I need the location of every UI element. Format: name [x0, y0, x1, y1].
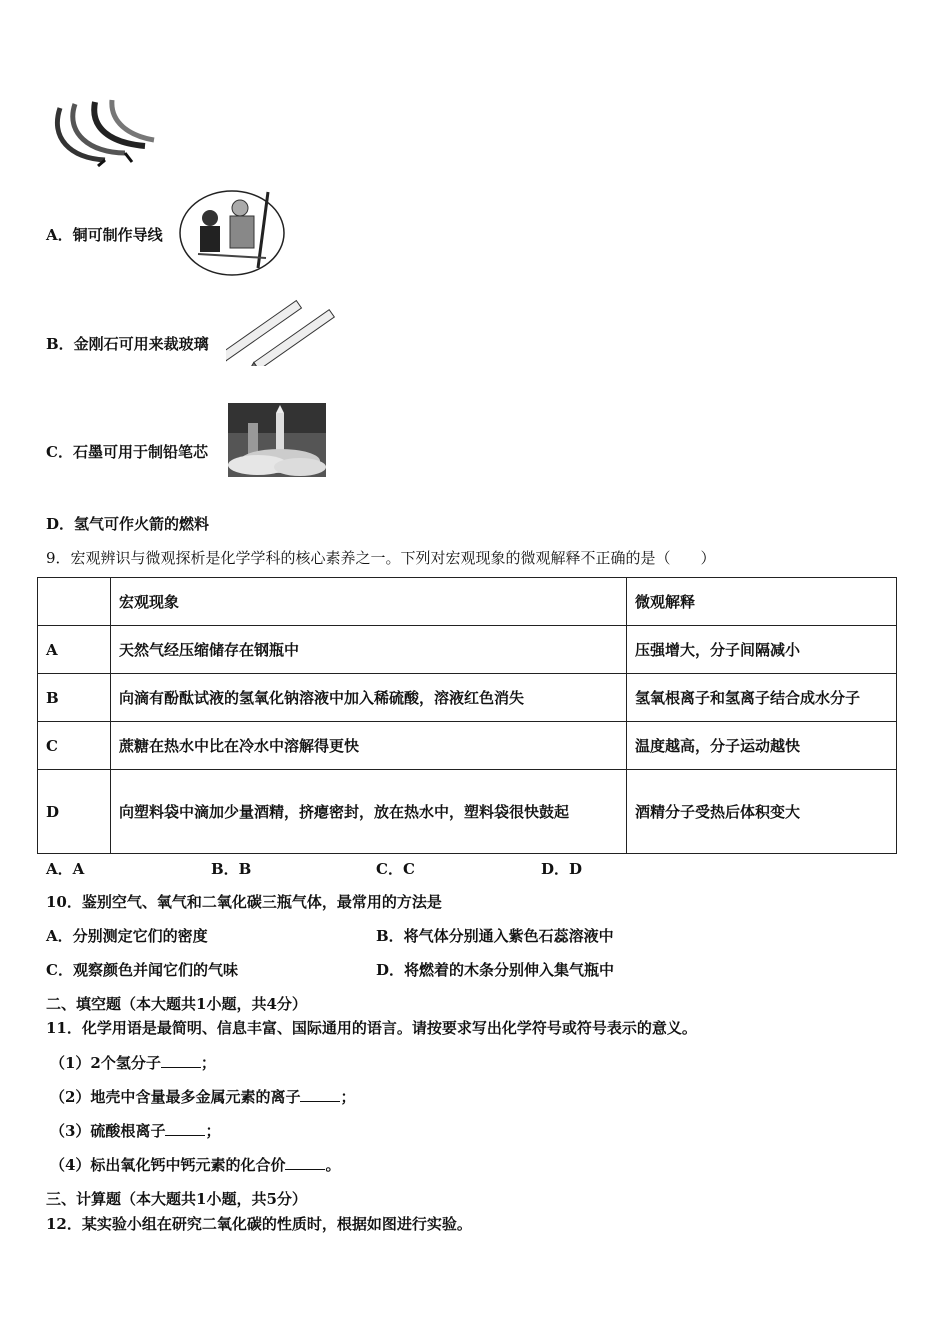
cables-icon: [50, 98, 160, 170]
row-phenomenon: 向塑料袋中滴加少量酒精，挤瘪密封，放在热水中，塑料袋很快鼓起: [111, 770, 627, 854]
answer-blank[interactable]: [300, 1087, 340, 1102]
q11-item-text: （3）硫酸根离子: [50, 1122, 166, 1140]
table-row: [38, 722, 897, 770]
q9-option-d[interactable]: D．D: [541, 860, 583, 878]
q12-stem: 12．某实验小组在研究二氧化碳的性质时，根据如图进行实验。: [46, 1215, 472, 1233]
q10-stem: 10．鉴别空气、氧气和二氧化碳三瓶气体，最常用的方法是: [46, 893, 442, 911]
answer-blank[interactable]: [161, 1053, 201, 1068]
table-header-phenomenon: 宏观现象: [111, 578, 627, 626]
row-explanation: 氢氧根离子和氢离子结合成水分子: [627, 674, 897, 722]
q9-option-c[interactable]: C．C: [376, 860, 415, 878]
section-3-heading: 三、计算题（本大题共1小题，共5分）: [46, 1190, 307, 1208]
q11-item-1: [50, 1052, 216, 1073]
q9-option-b[interactable]: B．B: [211, 860, 252, 878]
q9-option-a[interactable]: A．A: [46, 860, 85, 878]
q9-stem: 9．宏观辨识与微观探析是化学学科的核心素养之一。下列对宏观现象的微观解释不正确的是（ ）: [46, 549, 716, 567]
q11-item-2: [50, 1086, 355, 1107]
row-label: C: [38, 722, 111, 770]
row-label: D: [38, 770, 111, 854]
q11-item-end: 。: [325, 1156, 341, 1174]
q11-item-3: [50, 1120, 220, 1141]
q10-option-b[interactable]: B．将气体分别通入紫色石蕊溶液中: [376, 927, 614, 945]
row-phenomenon: 天然气经压缩储存在钢瓶中: [111, 626, 627, 674]
q8-option-d[interactable]: D．氢气可作火箭的燃料: [46, 515, 210, 533]
q8-option-a[interactable]: A．铜可制作导线: [46, 226, 163, 244]
row-label: B: [38, 674, 111, 722]
q11-item-end: ；: [340, 1088, 356, 1106]
row-explanation: 温度越高，分子运动越快: [627, 722, 897, 770]
q10-option-a[interactable]: A．分别测定它们的密度: [46, 927, 208, 945]
q8-option-b[interactable]: B．金刚石可用来裁玻璃: [46, 335, 209, 353]
table-header-row: [38, 578, 897, 626]
q11-item-4: [50, 1154, 340, 1175]
technicians-icon: [178, 188, 286, 278]
row-explanation: 酒精分子受热后体积变大: [627, 770, 897, 854]
row-phenomenon: 蔗糖在热水中比在冷水中溶解得更快: [111, 722, 627, 770]
q11-item-text: （1）2个氢分子: [50, 1054, 161, 1072]
section-2-heading: 二、填空题（本大题共1小题，共4分）: [46, 995, 307, 1013]
table-header-label: [38, 578, 111, 626]
rocket-icon: [228, 403, 326, 477]
table-row: [38, 770, 897, 854]
q8-option-c[interactable]: C．石墨可用于制铅笔芯: [46, 443, 208, 461]
q11-stem: 11．化学用语是最简明、信息丰富、国际通用的语言。请按要求写出化学符号或符号表示的意义。: [46, 1019, 697, 1037]
q11-item-text: （2）地壳中含量最多金属元素的离子: [50, 1088, 301, 1106]
row-explanation: 压强增大，分子间隔减小: [627, 626, 897, 674]
q11-item-text: （4）标出氧化钙中钙元素的化合价: [50, 1156, 286, 1174]
q11-item-end: ；: [200, 1054, 216, 1072]
answer-blank[interactable]: [165, 1121, 205, 1136]
q10-option-c[interactable]: C．观察颜色并闻它们的气味: [46, 961, 238, 979]
table-row: [38, 674, 897, 722]
table-header-explanation: 微观解释: [627, 578, 897, 626]
q9-table: [37, 577, 897, 854]
table-row: [38, 626, 897, 674]
row-label: A: [38, 626, 111, 674]
q11-item-end: ；: [205, 1122, 221, 1140]
pencils-icon: [226, 294, 338, 366]
q10-option-d[interactable]: D．将燃着的木条分别伸入集气瓶中: [376, 961, 615, 979]
row-phenomenon: 向滴有酚酞试液的氢氧化钠溶液中加入稀硫酸，溶液红色消失: [111, 674, 627, 722]
answer-blank[interactable]: [285, 1155, 325, 1170]
